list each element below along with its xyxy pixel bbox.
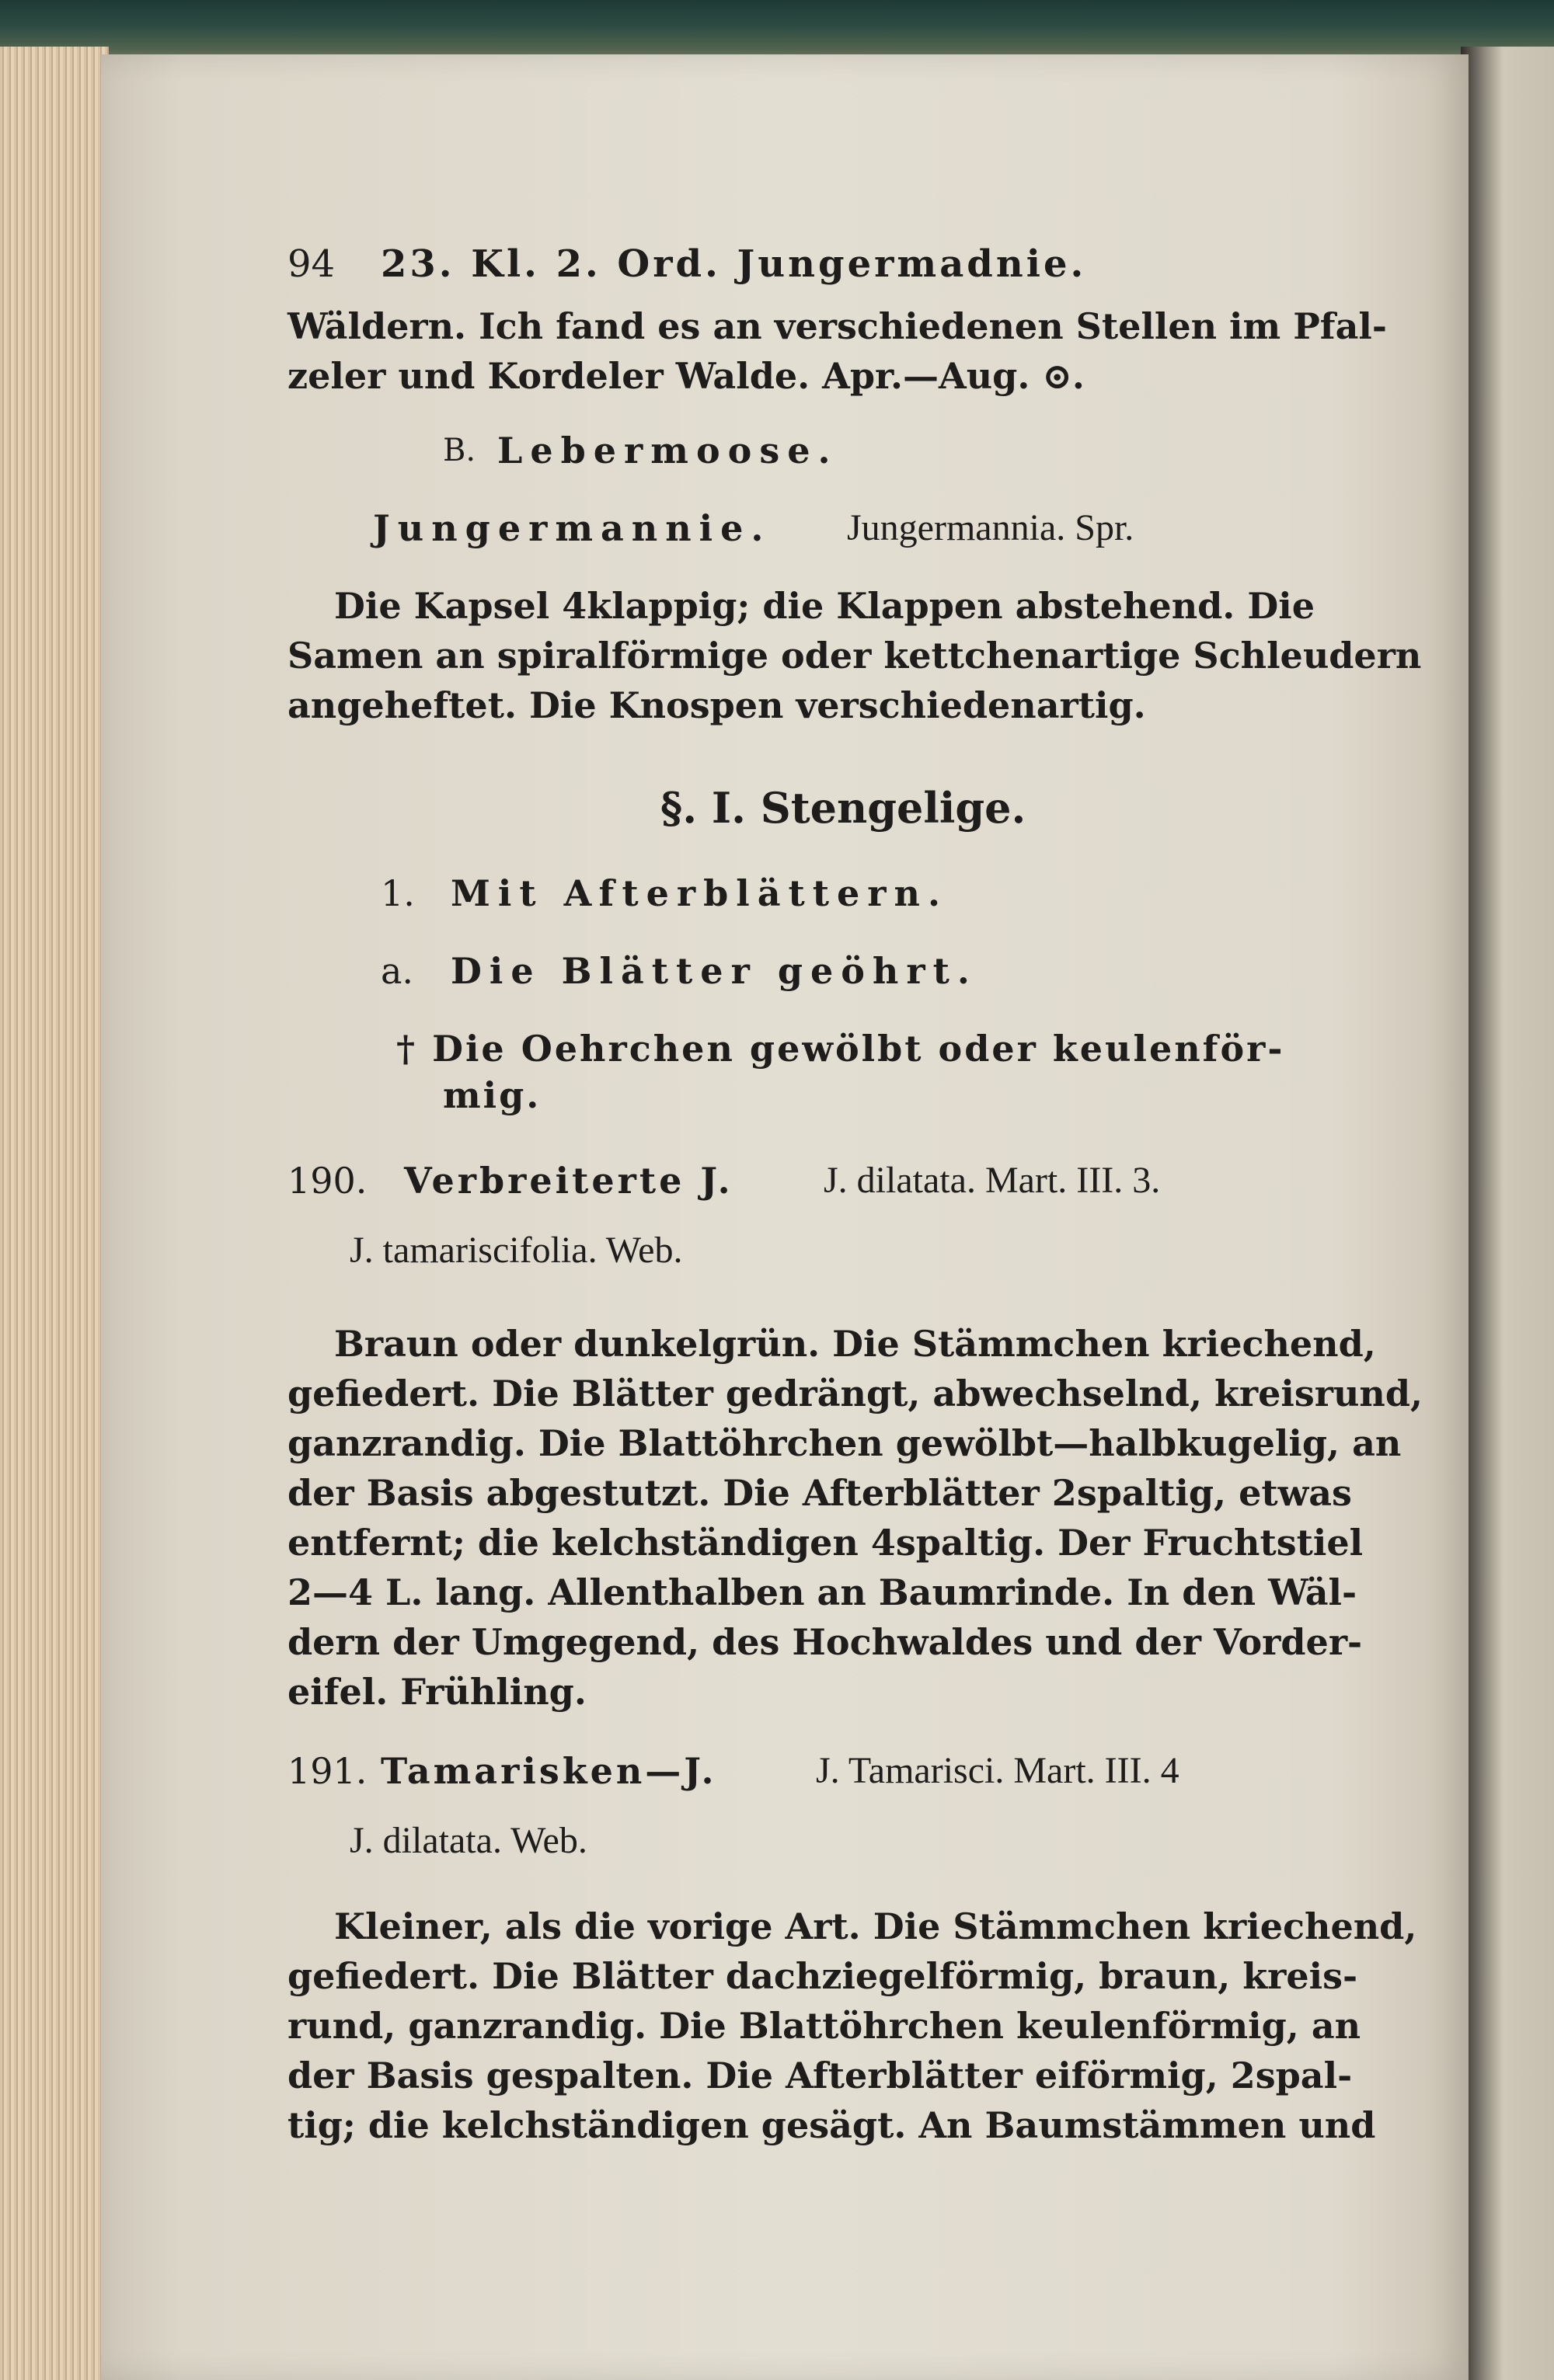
section-title: Lebermoose.	[497, 430, 838, 471]
species-name-lat: J. Tamarisci. Mart. III. 4	[816, 1750, 1179, 1791]
intro-line-1: Wäldern. Ich fand es an verschiedenen Stellen im Pfal-	[287, 305, 1387, 347]
species-desc-line: rund, ganzrandig. Die Blattöhrchen keulenförmig, an	[287, 2005, 1361, 2047]
species-desc-line: Braun oder dunkelgrün. Die Stämmchen kriechend,	[334, 1323, 1376, 1365]
running-title: 23. Kl. 2. Ord. Jungermadnie.	[381, 242, 1087, 286]
species-synonym: J. dilatata. Web.	[350, 1820, 587, 1861]
species-name-de: Tamarisken—J.	[381, 1750, 717, 1792]
subsection-title: Die Blätter geöhrt.	[451, 950, 977, 992]
species-desc-line: gefiedert. Die Blätter gedrängt, abwechselnd, kreisrund,	[287, 1373, 1423, 1414]
species-desc-line: entfernt; die kelchständigen 4spaltig. Der Fruchtstiel	[287, 1522, 1364, 1564]
page-edges	[0, 47, 109, 2380]
species-number: 190.	[287, 1160, 368, 1202]
species-desc-line: 2—4 L. lang. Allenthalben an Baumrinde. In den Wäl-	[287, 1571, 1357, 1613]
genus-desc-line: angeheftet. Die Knospen verschiedenartig.	[287, 684, 1146, 726]
genus-desc-line: Samen an spiralförmige oder kettchenartige Schleudern	[287, 635, 1422, 677]
subsection-letter: a.	[381, 950, 414, 992]
page-number: 94	[287, 242, 336, 286]
species-desc-line: Kleiner, als die vorige Art. Die Stämmchen kriechend,	[334, 1905, 1417, 1947]
species-name-lat: J. dilatata. Mart. III. 3.	[824, 1160, 1161, 1201]
species-desc-line: eifel. Frühling.	[287, 1671, 587, 1713]
species-synonym: J. tamariscifolia. Web.	[350, 1230, 683, 1271]
book-cover-edge	[0, 0, 1554, 62]
genus-name-de: Jungermannie.	[373, 507, 772, 549]
book-gutter	[1461, 47, 1554, 2380]
species-name-de: Verbreiterte J.	[404, 1160, 733, 1202]
dagger-heading-line-1: † Die Oehrchen gewölbt oder keulenför-	[396, 1028, 1285, 1070]
species-desc-line: der Basis gespalten. Die Afterblätter eiförmig, 2spal-	[287, 2055, 1353, 2096]
species-desc-line: tig; die kelchständigen gesägt. An Baumstämmen und	[287, 2104, 1376, 2146]
dagger-heading-line-2: mig.	[443, 1074, 542, 1116]
book-page	[101, 54, 1469, 2380]
genus-desc-line: Die Kapsel 4klappig; die Klappen abstehend. Die	[334, 585, 1315, 627]
species-number: 191.	[287, 1750, 368, 1792]
subsection-number: 1.	[381, 872, 415, 914]
genus-name-lat: Jungermannia. Spr.	[847, 507, 1134, 548]
species-desc-line: dern der Umgegend, des Hochwaldes und der Vorder-	[287, 1621, 1363, 1663]
species-desc-line: der Basis abgestutzt. Die Afterblätter 2spaltig, etwas	[287, 1472, 1352, 1514]
intro-line-2: zeler und Kordeler Walde. Apr.—Aug. ⊙.	[287, 355, 1085, 397]
section-letter: B.	[443, 433, 476, 468]
subsection-title: Mit Afterblättern.	[451, 872, 948, 914]
paragraph-heading: §. I. Stengelige.	[660, 783, 1026, 833]
species-desc-line: ganzrandig. Die Blattöhrchen gewölbt—halbkugelig, an	[287, 1422, 1402, 1464]
species-desc-line: gefiedert. Die Blätter dachziegelförmig, braun, kreis-	[287, 1955, 1358, 1997]
